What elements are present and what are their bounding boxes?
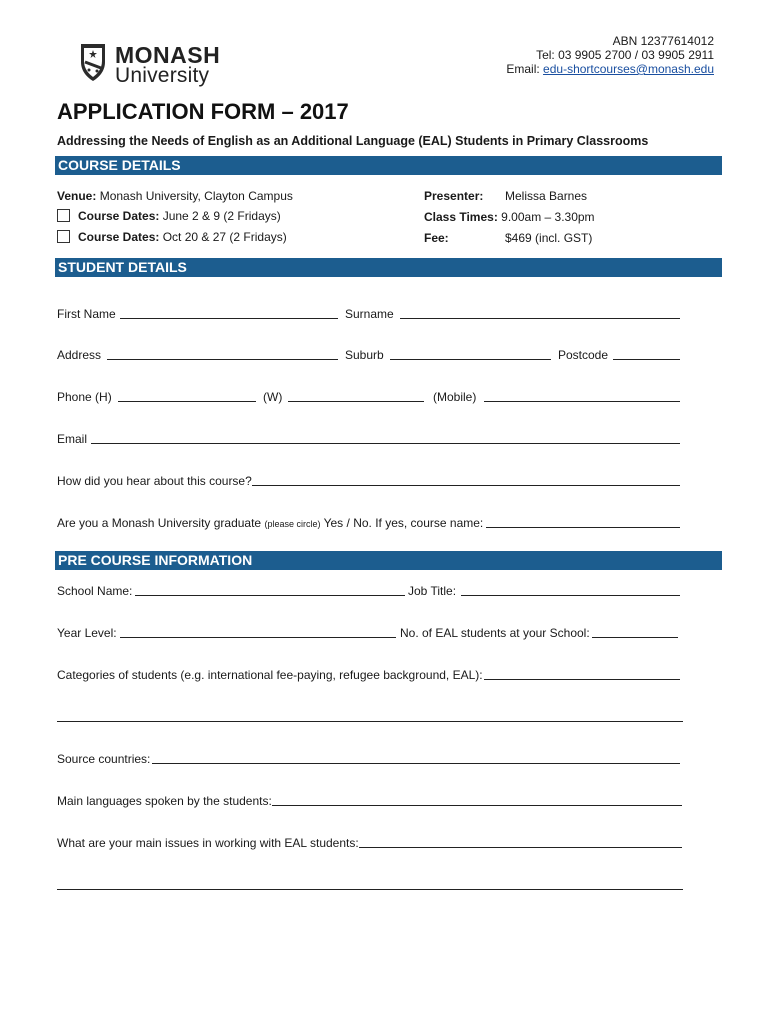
issues-label: What are your main issues in working with EAL students: [57, 836, 359, 850]
hear-about-field[interactable] [252, 485, 680, 486]
categories-field-continued[interactable] [57, 721, 683, 722]
fee-label: Fee: [424, 231, 449, 245]
postcode-field[interactable] [613, 359, 680, 360]
class-times-row [424, 210, 595, 224]
pre-course-heading: PRE COURSE INFORMATION [55, 551, 722, 570]
page-title: APPLICATION FORM – 2017 [57, 99, 349, 124]
source-countries-field[interactable] [152, 763, 680, 764]
monash-crest-icon [78, 42, 108, 82]
course-dates-1-row[interactable] [57, 209, 281, 223]
mobile-field[interactable] [484, 401, 680, 402]
course-dates-1-label: Course Dates: [78, 209, 160, 223]
phone-home-label: Phone (H) [57, 390, 112, 404]
phone-work-label: (W) [263, 390, 283, 404]
languages-label: Main languages spoken by the students: [57, 794, 272, 808]
job-title-field[interactable] [461, 595, 680, 596]
venue-value: Monash University, Clayton Campus [96, 189, 293, 203]
course-dates-2-label: Course Dates: [78, 230, 160, 244]
postcode-label: Postcode [558, 348, 609, 362]
source-countries-label: Source countries: [57, 752, 151, 766]
page-subtitle: Addressing the Needs of English as an Additional Language (EAL) Students in Primary Classrooms [57, 134, 649, 148]
presenter-row [424, 189, 483, 203]
presenter-value: Melissa Barnes [505, 189, 588, 203]
fee-value: $469 (incl. GST) [505, 231, 593, 245]
phone-home-field[interactable] [118, 401, 256, 402]
tel-text: Tel: 03 9905 2700 / 03 9905 2911 [536, 48, 714, 62]
suburb-label: Suburb [345, 348, 384, 362]
email-field-label: Email [57, 432, 88, 446]
venue-label: Venue: [57, 189, 97, 203]
job-title-label: Job Title: [408, 584, 457, 598]
issues-field-continued[interactable] [57, 889, 683, 890]
course-dates-1-value: June 2 & 9 (2 Fridays) [159, 209, 281, 223]
categories-field[interactable] [484, 679, 680, 680]
class-times-value: 9.00am – 3.30pm [497, 210, 595, 224]
logo-monash-text: MONASH [115, 42, 221, 68]
year-level-field[interactable] [120, 637, 396, 638]
course-dates-2-row[interactable] [57, 230, 287, 244]
school-name-label: School Name: [57, 584, 133, 598]
email-link[interactable]: edu-shortcourses@monash.edu [543, 62, 714, 76]
logo-university-text: University [115, 64, 210, 87]
email-line [506, 62, 714, 76]
school-name-field[interactable] [135, 595, 405, 596]
languages-field[interactable] [272, 805, 682, 806]
graduate-question-text: Are you a Monash University graduate [57, 516, 262, 530]
graduate-yes-no-text[interactable]: Yes / No. If yes, course name: [323, 516, 484, 530]
course-details-heading: COURSE DETAILS [55, 156, 722, 175]
course-dates-2-value: Oct 20 & 27 (2 Fridays) [159, 230, 287, 244]
address-label: Address [57, 348, 102, 362]
monash-logo [78, 42, 221, 88]
phone-work-field[interactable] [288, 401, 424, 402]
issues-field[interactable] [359, 847, 682, 848]
year-level-label: Year Level: [57, 626, 117, 640]
email-field[interactable] [91, 443, 680, 444]
hear-about-label: How did you hear about this course? [57, 474, 252, 488]
abn-text: ABN 12377614012 [612, 34, 714, 48]
student-details-heading: STUDENT DETAILS [55, 258, 722, 277]
surname-field[interactable] [400, 318, 680, 319]
eal-count-label: No. of EAL students at your School: [400, 626, 590, 640]
course-dates-1-checkbox[interactable] [57, 209, 70, 222]
venue-row [57, 189, 293, 203]
eal-count-field[interactable] [592, 637, 678, 638]
course-name-field[interactable] [486, 527, 680, 528]
course-dates-2-checkbox[interactable] [57, 230, 70, 243]
class-times-label: Class Times: [424, 210, 498, 224]
categories-label: Categories of students (e.g. international fee-paying, refugee background, EAL): [57, 668, 483, 682]
email-label: Email: [506, 62, 544, 76]
fee-row [424, 231, 449, 245]
presenter-label: Presenter: [424, 189, 484, 203]
address-field[interactable] [107, 359, 338, 360]
contact-block [506, 34, 714, 76]
suburb-field[interactable] [390, 359, 551, 360]
first-name-label: First Name [57, 307, 116, 321]
graduate-question [57, 516, 483, 530]
please-circle-note: (please circle) [264, 519, 321, 529]
mobile-label: (Mobile) [433, 390, 477, 404]
surname-label: Surname [345, 307, 394, 321]
first-name-field[interactable] [120, 318, 338, 319]
